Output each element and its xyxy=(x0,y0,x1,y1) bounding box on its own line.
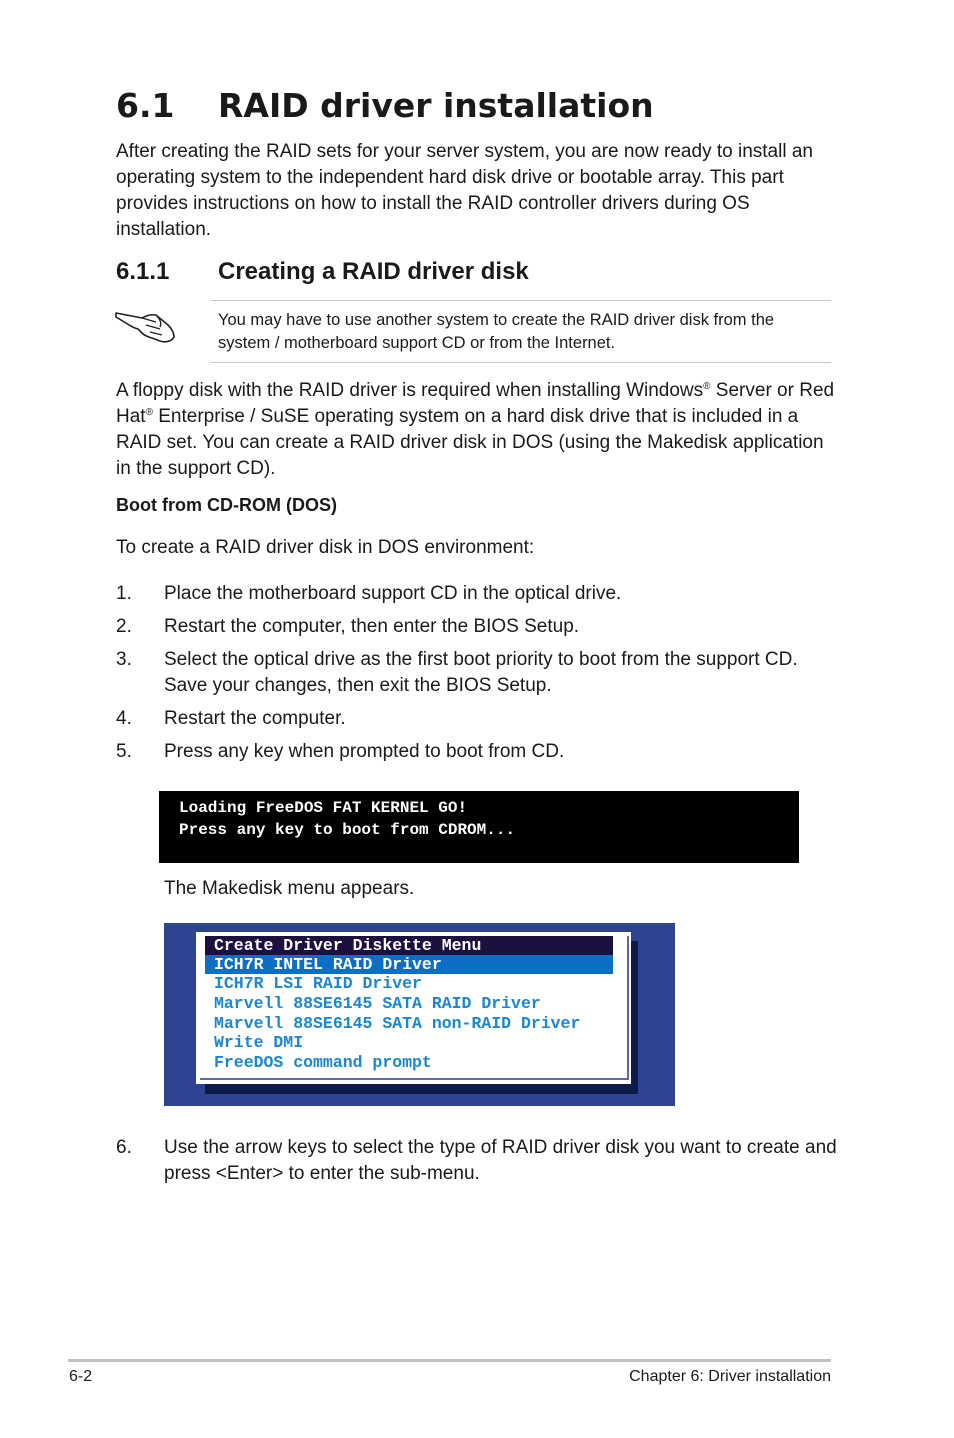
intro-paragraph: After creating the RAID sets for your server system, you are now ready to install an operating system to the independent hard disk drive or bootable array. This part provides instructions on how to install the RAID controller drivers during OS installation. xyxy=(116,141,813,240)
section-number: 6.1 xyxy=(116,86,175,125)
floppy-paragraph: A floppy disk with the RAID driver is required when installing Windows® Server or Red Hat® Enterprise / SuSE operating system on a hard disk drive that is included in a RAID set. You can create a RAID driver disk in DOS (using the Makedisk application in the support CD). xyxy=(116,380,835,479)
boot-intro: To create a RAID driver disk in DOS environment: xyxy=(116,537,535,558)
menu-item-marvell-non-raid[interactable]: Marvell 88SE6145 SATA non-RAID Driver xyxy=(214,1014,581,1033)
terminal-line: Press any key to boot from CDROM... xyxy=(179,821,516,839)
menu-item-freedos-prompt[interactable]: FreeDOS command prompt xyxy=(214,1053,432,1072)
menu-frame xyxy=(627,936,629,1080)
step-item: 6. Use the arrow keys to select the type of RAID driver disk you want to create and press <Enter> to enter the sub-menu. xyxy=(116,1137,837,1184)
menu-item-marvell-raid[interactable]: Marvell 88SE6145 SATA RAID Driver xyxy=(214,994,541,1013)
menu-frame xyxy=(200,1078,629,1080)
terminal-line: Loading FreeDOS FAT KERNEL GO! xyxy=(179,799,468,817)
step-item: 3. Select the optical drive as the first boot priority to boot from the support CD. Save your changes, then exit the BIOS Setup. xyxy=(116,649,798,696)
dos-boot-screen xyxy=(159,791,799,863)
subsection-label: Creating a RAID driver disk xyxy=(218,258,529,285)
subsection-number: 6.1.1 xyxy=(116,258,170,285)
subsection-title xyxy=(116,258,529,286)
page-title xyxy=(116,86,654,125)
page-number: 6-2 xyxy=(69,1368,93,1385)
chapter-label: Chapter 6: Driver installation xyxy=(629,1368,831,1385)
note-top-divider xyxy=(211,300,831,301)
boot-heading: Boot from CD-ROM (DOS) xyxy=(116,495,337,515)
menu-item-ich7r-intel[interactable]: ICH7R INTEL RAID Driver xyxy=(214,955,442,974)
menu-item-write-dmi[interactable]: Write DMI xyxy=(214,1033,304,1052)
menu-title: Create Driver Diskette Menu xyxy=(214,936,482,955)
footer-divider xyxy=(68,1359,831,1362)
note-text: You may have to use another system to create the RAID driver disk from the system / motherboard support CD or from the Internet. xyxy=(218,311,775,352)
pointing-hand-icon xyxy=(112,303,182,347)
menu-item-ich7r-lsi[interactable]: ICH7R LSI RAID Driver xyxy=(214,974,422,993)
note-bottom-divider xyxy=(211,362,831,363)
section-title: RAID driver installation xyxy=(218,86,654,125)
makedisk-note: The Makedisk menu appears. xyxy=(164,878,415,899)
